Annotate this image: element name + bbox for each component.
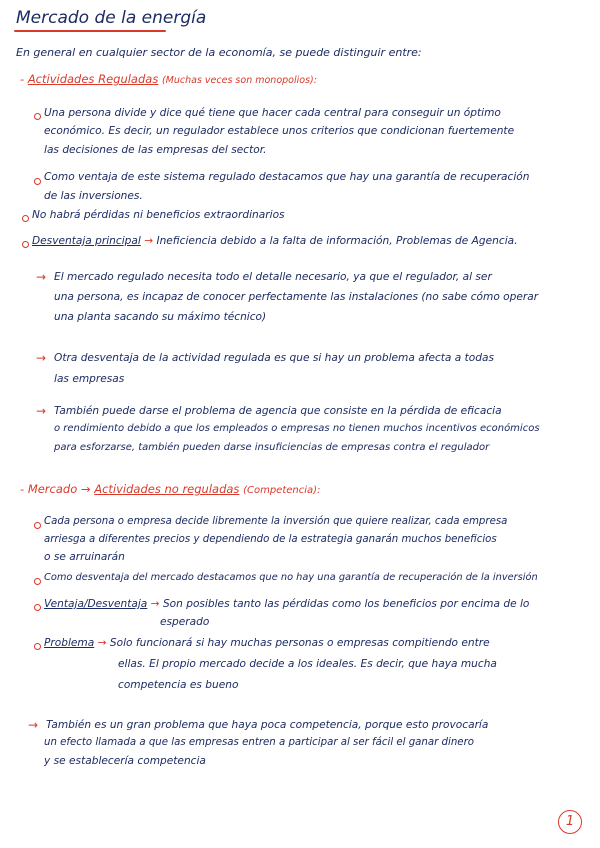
s1-a3-line2: o rendimiento debido a que los empleados o empresas no tienen muchos incentivos económicos xyxy=(54,423,540,434)
section1-heading: Actividades Reguladas xyxy=(27,72,159,86)
s2-b4-line xyxy=(44,636,490,650)
s2-b1-line1: Cada persona o empresa decide libremente la inversión que quiere realizar, cada empresa xyxy=(44,516,508,527)
arrow-right-icon: → xyxy=(36,404,47,418)
s2-b2-line1: Como desventaja del mercado destacamos que no hay una garantía de recuperación de la inversión xyxy=(44,572,538,583)
section1-dash: - xyxy=(20,72,25,86)
arrow-right-icon: → xyxy=(36,351,47,365)
s1-b1-line2: económico. Es decir, un regulador establece unos criterios que condicionan fuertemente xyxy=(44,125,515,137)
closing-line2: un efecto llamada a que las empresas entren a participar al ser fácil el ganar dinero xyxy=(44,737,474,748)
s1-a1-line3: una planta sacando su máximo técnico) xyxy=(54,311,267,323)
s1-a2-line1: Otra desventaja de la actividad regulada es que si hay un problema afecta a todas xyxy=(54,352,495,364)
bullet-icon xyxy=(34,522,41,529)
section2-dash: - xyxy=(20,482,25,496)
bullet-icon xyxy=(34,643,41,650)
arrow-right-icon: → xyxy=(144,235,154,247)
s1-b2-line1: Como ventaja de este sistema regulado destacamos que hay una garantía de recuperación xyxy=(44,171,530,183)
arrow-right-icon: → xyxy=(36,270,47,284)
bullet-icon xyxy=(34,178,41,185)
section1-note: (Muchas veces son monopolios): xyxy=(161,75,317,86)
section2-heading: Mercado xyxy=(27,482,78,496)
bullet-icon xyxy=(22,215,29,222)
section2-note: (Competencia): xyxy=(243,485,321,496)
s2-b3-line xyxy=(44,597,529,611)
closing-line1: También es un gran problema que haya poca competencia, porque esto provocaría xyxy=(46,719,489,731)
s2-b4-line3: competencia es bueno xyxy=(118,679,239,691)
title-underline xyxy=(14,30,166,32)
bullet-icon xyxy=(34,604,41,611)
s1-b4-rest: Ineficiencia debido a la falta de información, Problemas de Agencia. xyxy=(156,235,518,247)
s1-a1-line2: una persona, es incapaz de conocer perfectamente las instalaciones (no sabe cómo operar xyxy=(54,291,539,303)
s2-b1-line2: arriesga a diferentes precios y dependiendo de la estrategia ganarán muchos beneficios xyxy=(44,534,497,545)
s1-b2-line2: de las inversiones. xyxy=(44,190,143,202)
section1-heading-line xyxy=(20,72,317,86)
s2-b3-line1: Son posibles tanto las pérdidas como los beneficios por encima de lo xyxy=(162,598,530,610)
closing-line3: y se establecería competencia xyxy=(44,755,206,767)
s2-b4-label: Problema xyxy=(44,637,95,649)
s1-b3-line1: No habrá pérdidas ni beneficios extraordinarios xyxy=(32,209,285,221)
arrow-right-icon: → xyxy=(97,637,107,649)
arrow-right-icon: → xyxy=(28,718,39,732)
s1-a3-line1: También puede darse el problema de agencia que consiste en la pérdida de eficacia xyxy=(54,405,502,417)
page-number: 1 xyxy=(558,810,582,834)
section2-heading2: Actividades no reguladas xyxy=(94,482,240,496)
arrow-right-icon: → xyxy=(150,598,160,610)
s2-b1-line3: o se arruinarán xyxy=(44,551,125,563)
s1-b4-label: Desventaja principal xyxy=(32,235,141,247)
s1-b1-line3: las decisiones de las empresas del sector. xyxy=(44,144,267,156)
s2-b4-line1: Solo funcionará si hay muchas personas o empresas compitiendo entre xyxy=(109,637,490,649)
intro-text: En general en cualquier sector de la economía, se puede distinguir entre: xyxy=(16,46,422,59)
bullet-icon xyxy=(34,578,41,585)
bullet-icon xyxy=(34,113,41,120)
s2-b3-label: Ventaja/Desventaja xyxy=(44,598,148,610)
s2-b4-line2: ellas. El propio mercado decide a los ideales. Es decir, que haya mucha xyxy=(118,658,497,670)
s1-a2-line2: las empresas xyxy=(54,373,125,385)
s1-a1-line1: El mercado regulado necesita todo el detalle necesario, ya que el regulador, al ser xyxy=(54,271,492,283)
s1-b1-line1: Una persona divide y dice qué tiene que hacer cada central para conseguir un óptimo xyxy=(44,107,501,119)
section2-heading-line xyxy=(20,482,320,496)
page-title: Mercado de la energía xyxy=(16,8,207,28)
bullet-icon xyxy=(22,241,29,248)
s1-b4-line xyxy=(32,234,518,248)
s2-b3-line2: esperado xyxy=(160,616,210,628)
s1-a3-line3: para esforzarse, también pueden darse insuficiencias de empresas contra el regulador xyxy=(54,442,490,453)
arrow-right-icon: → xyxy=(80,482,91,496)
